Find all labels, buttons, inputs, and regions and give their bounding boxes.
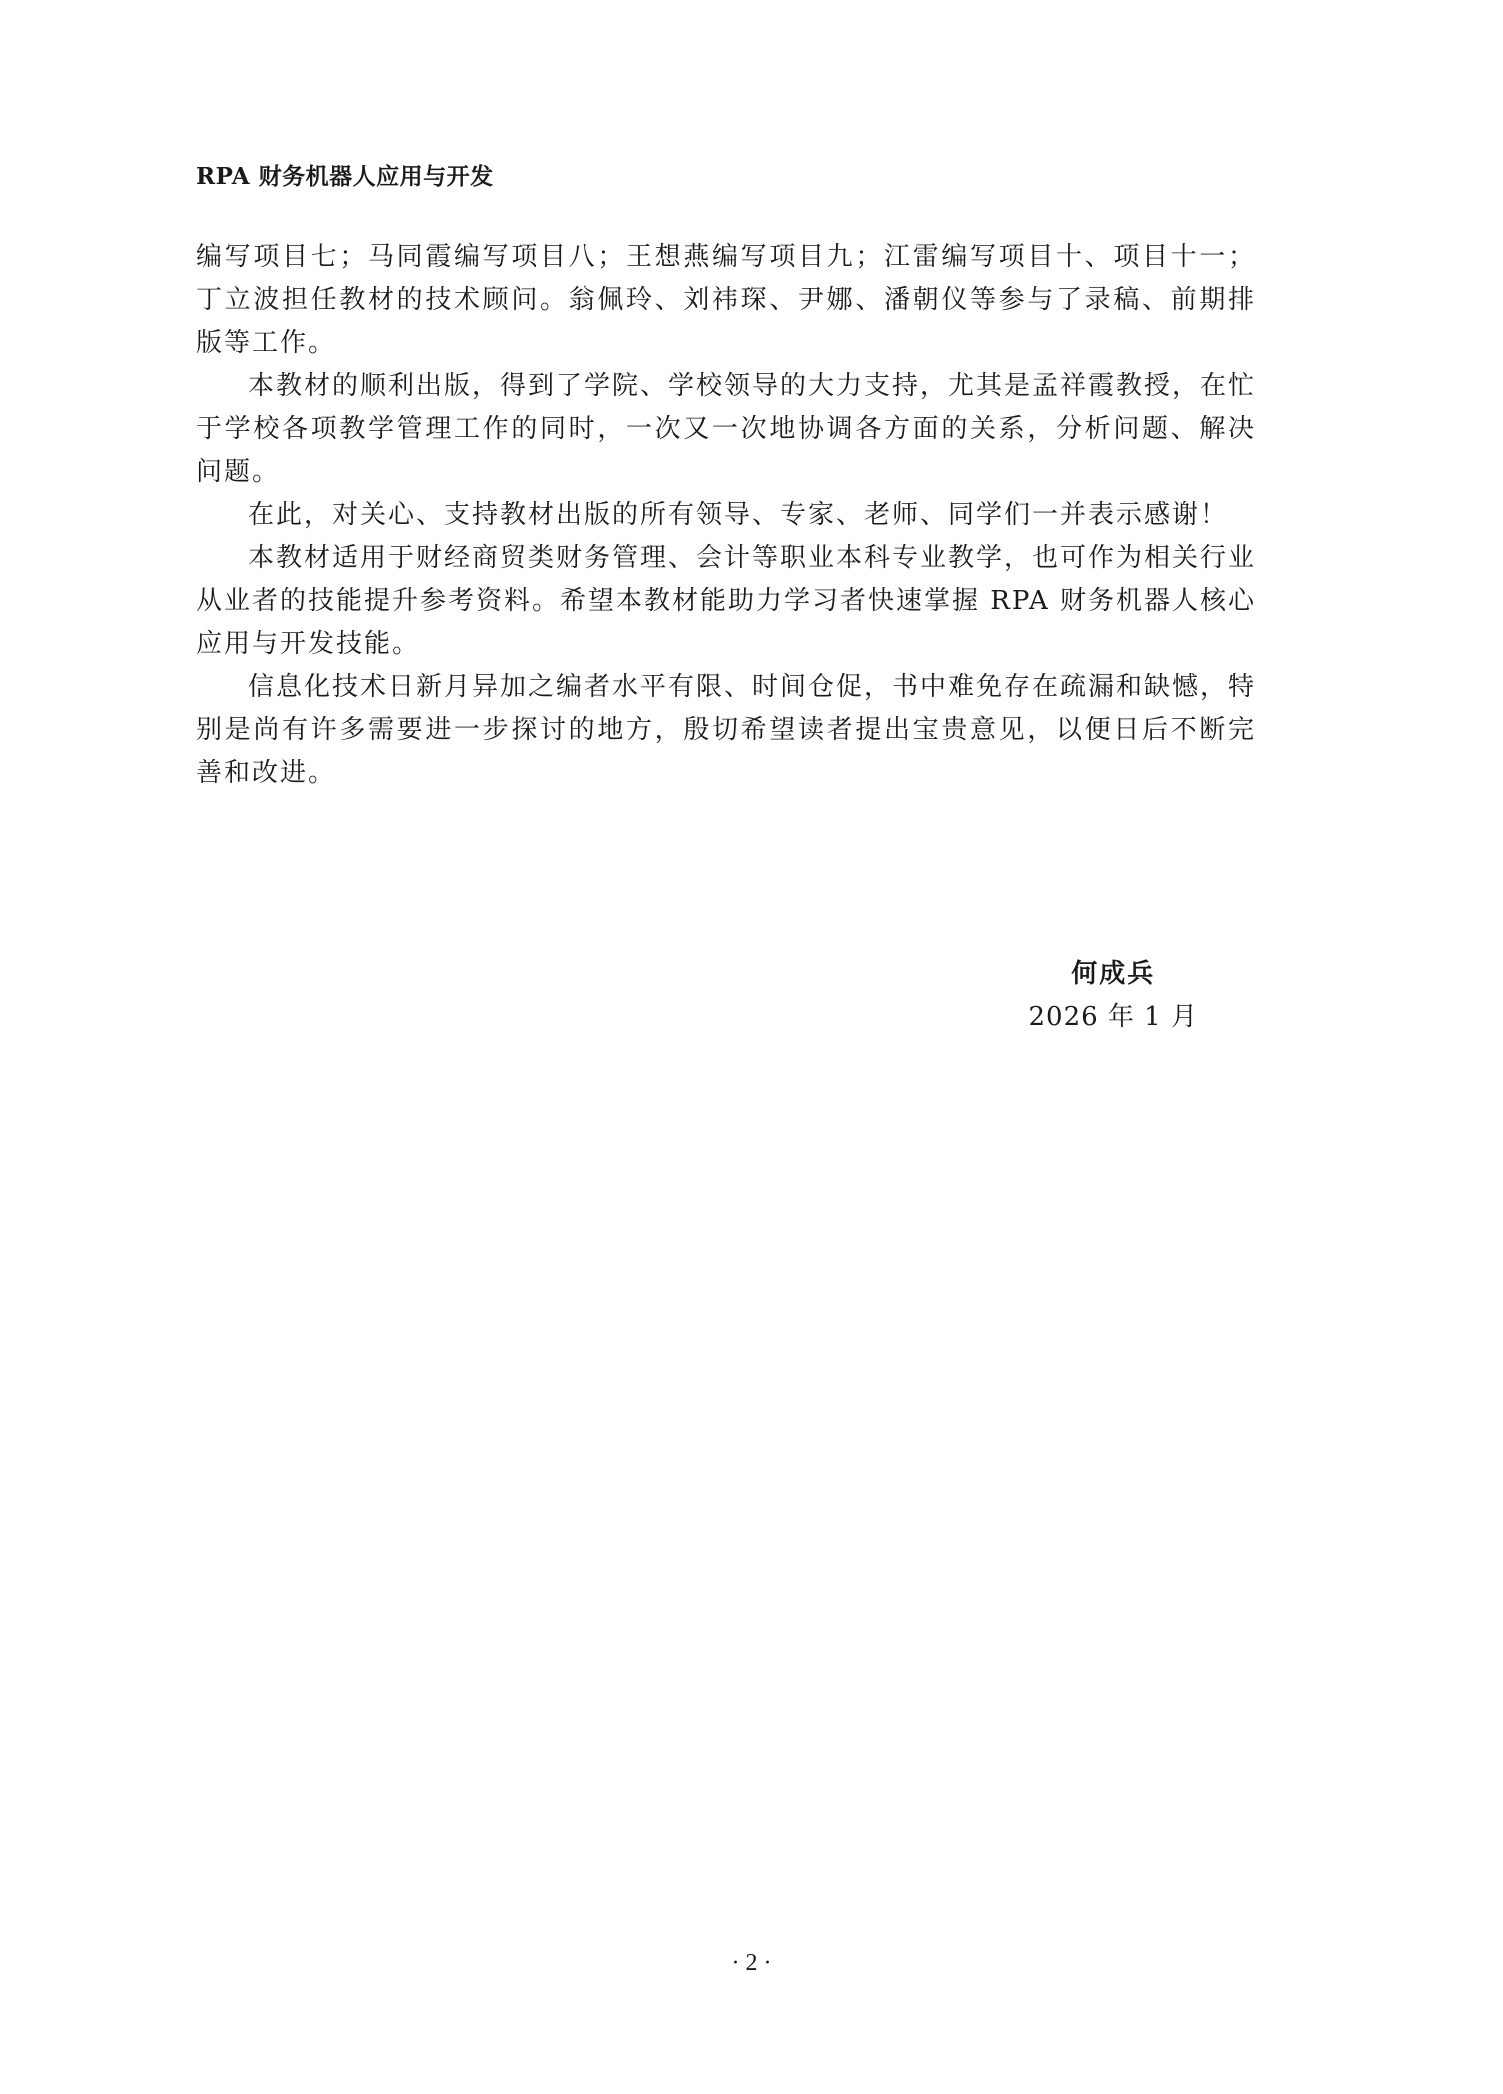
paragraph-thanks: 在此，对关心、支持教材出版的所有领导、专家、老师、同学们一并表示感谢！ <box>248 500 1229 530</box>
author-name: 何成兵 <box>1071 959 1156 989</box>
running-header: RPA 财务机器人应用与开发 <box>196 163 494 190</box>
preface-body <box>196 236 1256 795</box>
paragraph-acknowledgement-leadership: 本教材的顺利出版，得到了学院、学校领导的大力支持，尤其是孟祥霞教授，在忙于学校各项教学管理工作的同时，一次又一次地协调各方面的关系，分析问题、解决问题。 <box>196 371 1257 487</box>
signature-date: 2026 年 1 月 <box>1028 1002 1198 1032</box>
paragraph-continuation: 编写项目七；马同霞编写项目八；王想燕编写项目九；江雷编写项目十、项目十一；丁立波担任教材的技术顾问。翁佩玲、刘祎琛、尹娜、潘朝仪等参与了录稿、前期排版等工作。 <box>196 242 1256 358</box>
page-number: · 2 · <box>731 1950 772 1976</box>
paragraph-audience: 本教材适用于财经商贸类财务管理、会计等职业本科专业教学，也可作为相关行业从业者的技能提升参考资料。希望本教材能助力学习者快速掌握 RPA 财务机器人核心应用与开发技能。 <box>196 543 1257 659</box>
signature-block <box>1028 953 1198 1039</box>
paragraph-closing: 信息化技术日新月异加之编者水平有限、时间仓促，书中难免存在疏漏和缺憾，特别是尚有许多需要进一步探讨的地方，殷切希望读者提出宝贵意见，以便日后不断完善和改进。 <box>196 672 1257 788</box>
